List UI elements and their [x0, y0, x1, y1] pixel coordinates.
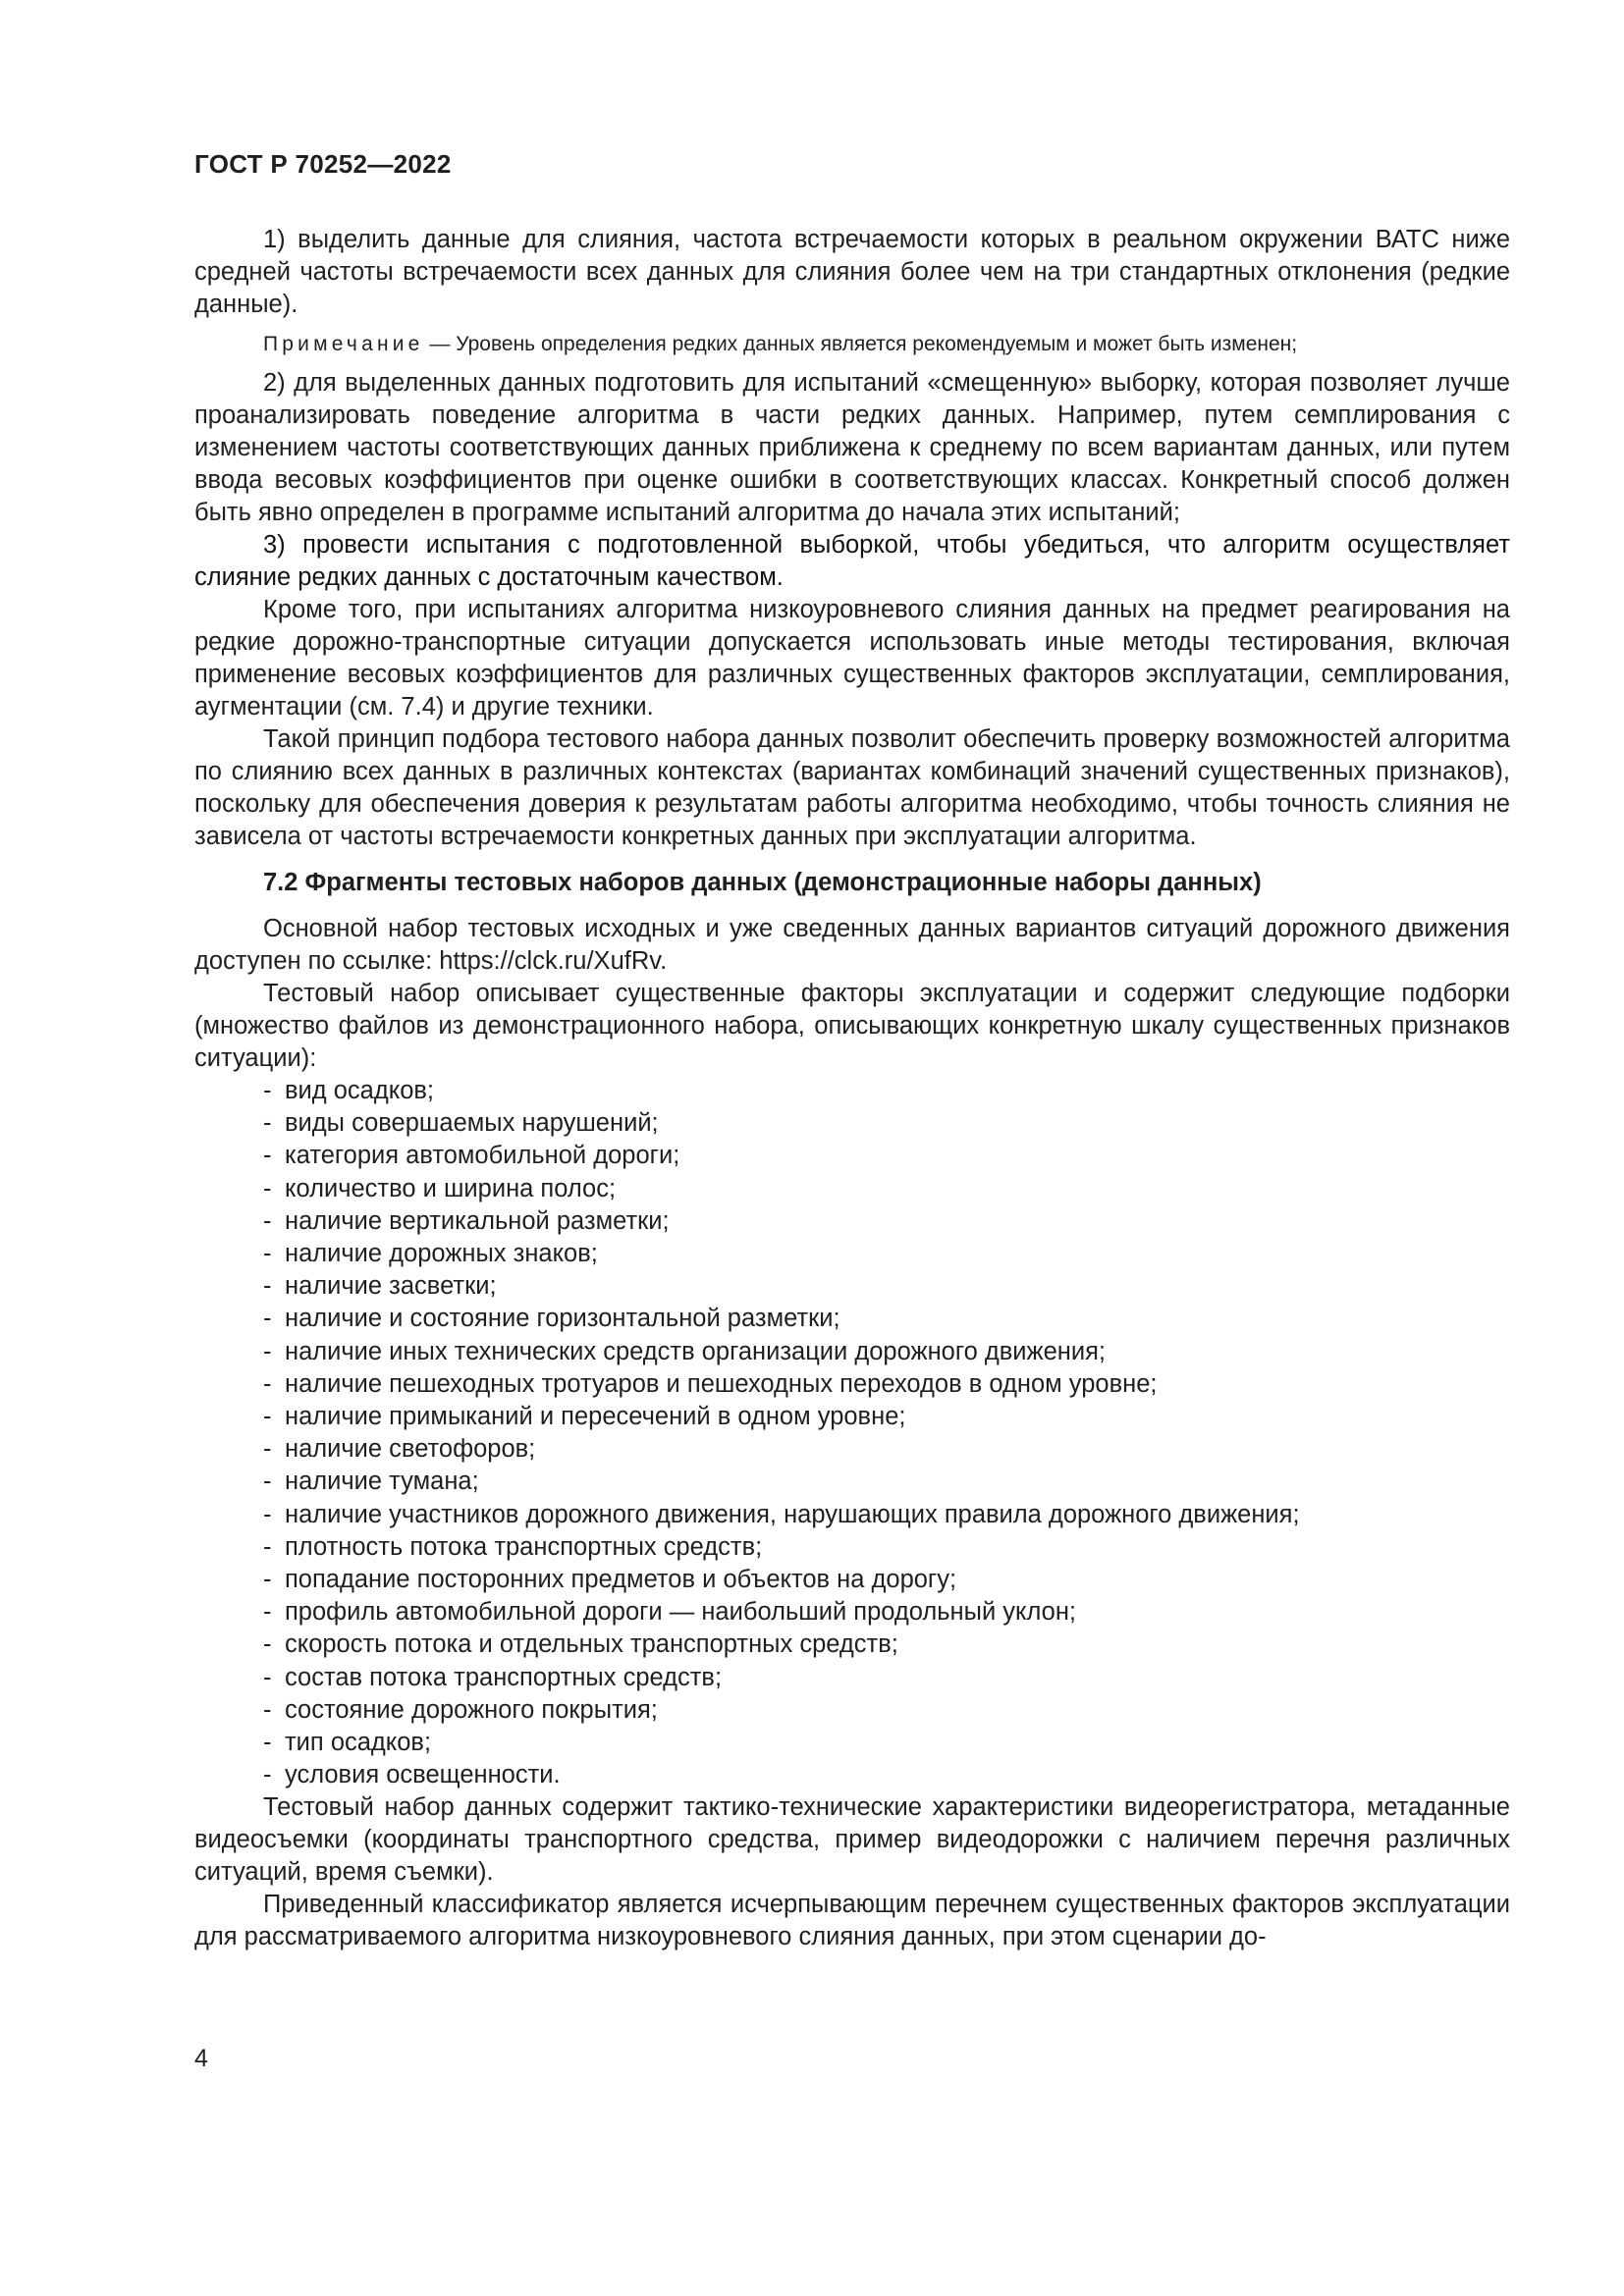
list-item-text: наличие вертикальной разметки; [285, 1206, 670, 1235]
list-item-text: плотность потока транспортных средств; [285, 1532, 763, 1561]
list-marker: - [263, 1174, 272, 1202]
note-text: — Уровень определения редких данных является рекомендуемым и может быть изменен; [423, 333, 1298, 355]
list-item [263, 1433, 1510, 1466]
list-item [263, 1629, 1510, 1661]
section-heading-7-2: 7.2 Фрагменты тестовых наборов данных (демонстрационные наборы данных) [263, 869, 1262, 896]
paragraph-classifier: Приведенный классификатор является исчерпывающим перечнем существенных факторов эксплуатации для рассматриваемого алгоритма низкоуровневого слияния данных, при этом сценарии до- [194, 1891, 1510, 1951]
list-marker: - [263, 1435, 272, 1464]
list-item [263, 1107, 1510, 1140]
page-header-standard-number: ГОСТ Р 70252—2022 [194, 149, 452, 179]
list-item [263, 1499, 1510, 1531]
list-marker: - [263, 1695, 272, 1724]
list-marker: - [263, 1663, 272, 1691]
page-number: 4 [194, 2045, 208, 2072]
list-item [263, 1075, 1510, 1107]
list-item-text: профиль автомобильной дороги — наибольший продольный уклон; [285, 1598, 1077, 1627]
list-item-text: условия освещенности. [285, 1761, 561, 1789]
list-marker: - [263, 1305, 272, 1333]
list-item-text: наличие дорожных знаков; [285, 1240, 598, 1268]
list-marker: - [263, 1206, 272, 1235]
list-marker: - [263, 1403, 272, 1431]
operating-factors-list [194, 1075, 1510, 1791]
list-item [263, 1694, 1510, 1727]
list-item [263, 1140, 1510, 1172]
list-item [263, 1173, 1510, 1205]
list-item [263, 1596, 1510, 1629]
note-label: Примечание [263, 333, 424, 355]
list-marker: - [263, 1142, 272, 1170]
list-item [263, 1368, 1510, 1401]
list-item [263, 1270, 1510, 1303]
paragraph-selection-principle: Такой принцип подбора тестового набора данных позволит обеспечить проверку возможностей алгоритма по слиянию всех данных в различных контекстах (вариантах комбинаций значений существенных признаков), поскольку для обеспечения доверия к результатам работы алгоритма необходимо, чтобы точность слияния не зависела от частоты встречаемости конкретных данных при эксплуатации алгоритма. [194, 725, 1510, 850]
list-item-text: наличие светофоров; [285, 1435, 536, 1464]
list-marker: - [263, 1468, 272, 1496]
list-marker: - [263, 1369, 272, 1398]
paragraph-dataset-contents: Тестовый набор данных содержит тактико-технические характеристики видеорегистратора, метаданные видеосъемки (координаты транспортного средства, пример видеодорожки с наличием перечня различных ситуаций, время съемки). [194, 1793, 1510, 1887]
paragraph-item-3: 3) провести испытания с подготовленной выборкой, чтобы убедиться, что алгоритм осуществляет слияние редких данных с достаточным качеством. [194, 531, 1510, 591]
list-item [263, 1238, 1510, 1270]
list-marker: - [263, 1630, 272, 1659]
list-item-text: попадание посторонних предметов и объектов на дорогу; [285, 1566, 957, 1594]
list-marker: - [263, 1272, 272, 1301]
list-item-text: скорость потока и отдельных транспортных средств; [285, 1630, 898, 1659]
list-marker: - [263, 1598, 272, 1627]
list-marker: - [263, 1500, 272, 1528]
list-item-text: наличие засветки; [285, 1272, 497, 1301]
list-marker: - [263, 1337, 272, 1365]
list-marker: - [263, 1109, 272, 1138]
list-item-text: категория автомобильной дороги; [285, 1142, 680, 1170]
list-item-text: вид осадков; [285, 1077, 435, 1104]
list-item-text: наличие и состояние горизонтальной разметки; [285, 1305, 840, 1333]
list-item-text: тип осадков; [285, 1729, 432, 1757]
list-item [263, 1727, 1510, 1759]
list-marker: - [263, 1566, 272, 1594]
list-item [263, 1759, 1510, 1791]
list-item [263, 1466, 1510, 1498]
list-item [263, 1303, 1510, 1335]
list-marker: - [263, 1077, 272, 1104]
list-item-text: наличие тумана; [285, 1468, 479, 1496]
list-item [263, 1401, 1510, 1433]
paragraph-dataset-link: Основной набор тестовых исходных и уже сведенных данных вариантов ситуаций дорожного движения доступен по ссылке: https://clck.ru/XufRv. [194, 915, 1510, 975]
list-item [263, 1662, 1510, 1694]
list-marker: - [263, 1240, 272, 1268]
list-item [263, 1531, 1510, 1564]
list-item-text: состав потока транспортных средств; [285, 1663, 723, 1691]
list-item-text: наличие пешеходных тротуаров и пешеходных переходов в одном уровне; [285, 1369, 1158, 1398]
list-marker: - [263, 1761, 272, 1789]
paragraph-item-2: 2) для выделенных данных подготовить для испытаний «смещенную» выборку, которая позволяет лучше проанализировать поведение алгоритма в части редких данных. Например, путем семплирования с изменением частоты соответствующих данных приближена к среднему по всем вариантам данных, или путем ввода весовых коэффициентов при оценке ошибки в соответствующих классах. Конкретный способ должен быть явно определен в программе испытаний алгоритма до начала этих испытаний; [194, 369, 1510, 526]
list-item-text: наличие примыканий и пересечений в одном уровне; [285, 1403, 906, 1431]
page-body [194, 224, 1510, 1953]
list-item [263, 1336, 1510, 1368]
paragraph-item-1: 1) выделить данные для слияния, частота встречаемости которых в реальном окружении ВАТС ниже средней частоты встречаемости всех данных для слияния более чем на три стандартных отклонения (редкие данные). [194, 226, 1510, 318]
list-item-text: наличие иных технических средств организации дорожного движения; [285, 1337, 1106, 1365]
list-item-text: наличие участников дорожного движения, нарушающих правила дорожного движения; [285, 1500, 1300, 1528]
list-item-text: состояние дорожного покрытия; [285, 1695, 658, 1724]
list-item-text: виды совершаемых нарушений; [285, 1109, 659, 1138]
note [194, 328, 1510, 360]
list-item [263, 1205, 1510, 1238]
paragraph-other-methods: Кроме того, при испытаниях алгоритма низкоуровневого слияния данных на предмет реагирования на редкие дорожно-транспортные ситуации допускается использовать иные методы тестирования, включая применение весовых коэффициентов для различных существенных факторов эксплуатации, семплирования, аугментации (см. 7.4) и другие техники. [194, 596, 1510, 721]
list-marker: - [263, 1532, 272, 1561]
paragraph-dataset-description: Тестовый набор описывает существенные факторы эксплуатации и содержит следующие подборки (множество файлов из демонстрационного набора, описывающих конкретную шкалу существенных признаков ситуации): [194, 980, 1510, 1072]
list-item [263, 1564, 1510, 1596]
list-item-text: количество и ширина полос; [285, 1174, 617, 1202]
list-marker: - [263, 1729, 272, 1757]
